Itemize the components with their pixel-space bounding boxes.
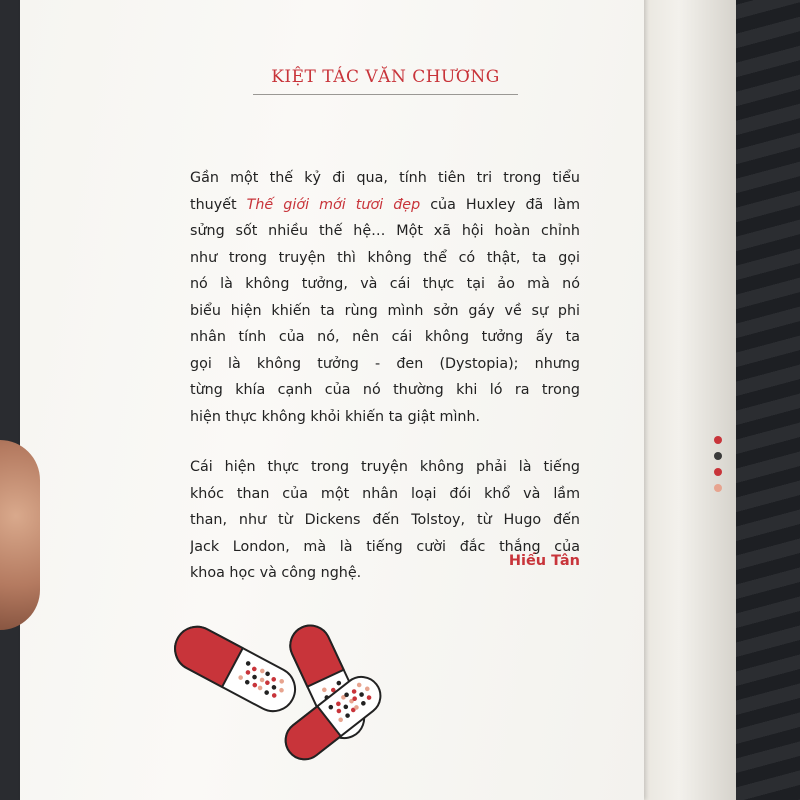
text-line: thuyết Thế giới mới tươi đẹp của Huxley đã làm [190,196,580,213]
text-line: khóc than của một nhân loại đói khổ và lầm [190,485,580,502]
page-edge-markers [700,400,740,570]
novel-title: Thế giới mới tươi đẹp [246,196,421,213]
book-back-cover [20,0,644,800]
heading-underline [253,94,518,95]
text-line: biểu hiện khiến ta rùng mình sởn gáy về sự phi [190,302,580,319]
text-line: than, như từ Dickens đến Tolstoy, từ Hugo đến [190,512,580,528]
marker-dot [714,484,722,492]
marker-dot [714,436,722,444]
series-title: KIỆT TÁC VĂN CHƯƠNG [271,67,500,87]
text-line: khoa học và công nghệ. [190,565,362,581]
text-line: từng khía cạnh của nó thường khi ló ra trong [190,382,580,398]
pill-capsules-icon [170,589,400,764]
text-line: nhân tính của nó, nên cái không tưởng ấy ta [190,329,580,345]
text-line: Cái hiện thực trong truyện không phải là tiếng [190,459,580,475]
text-line: Jack London, mà là tiếng cười đắc thắng của [190,538,580,555]
marker-dot [714,468,722,476]
marker-dot [714,452,722,460]
blurb-text [190,165,580,587]
text-line: như trong truyện thì không thể có thật, ta gọi [190,249,580,266]
thumb [0,440,40,630]
series-heading [253,64,518,95]
text-line: nó là không tưởng, và cái thực tại ảo mà nó [190,276,580,292]
text-line: Gần một thế kỷ đi qua, tính tiên tri trong tiểu [190,170,580,186]
text-line: sửng sốt nhiều thế hệ… Một xã hội hoàn chỉnh [190,223,580,239]
text-line: hiện thực không khỏi khiến ta giật mình. [190,408,481,425]
author-name: Hiếu Tân [508,553,580,569]
text-line: gọi là không tưởng - đen (Dystopia); nhưng [190,355,580,372]
capsule-1 [170,619,303,719]
